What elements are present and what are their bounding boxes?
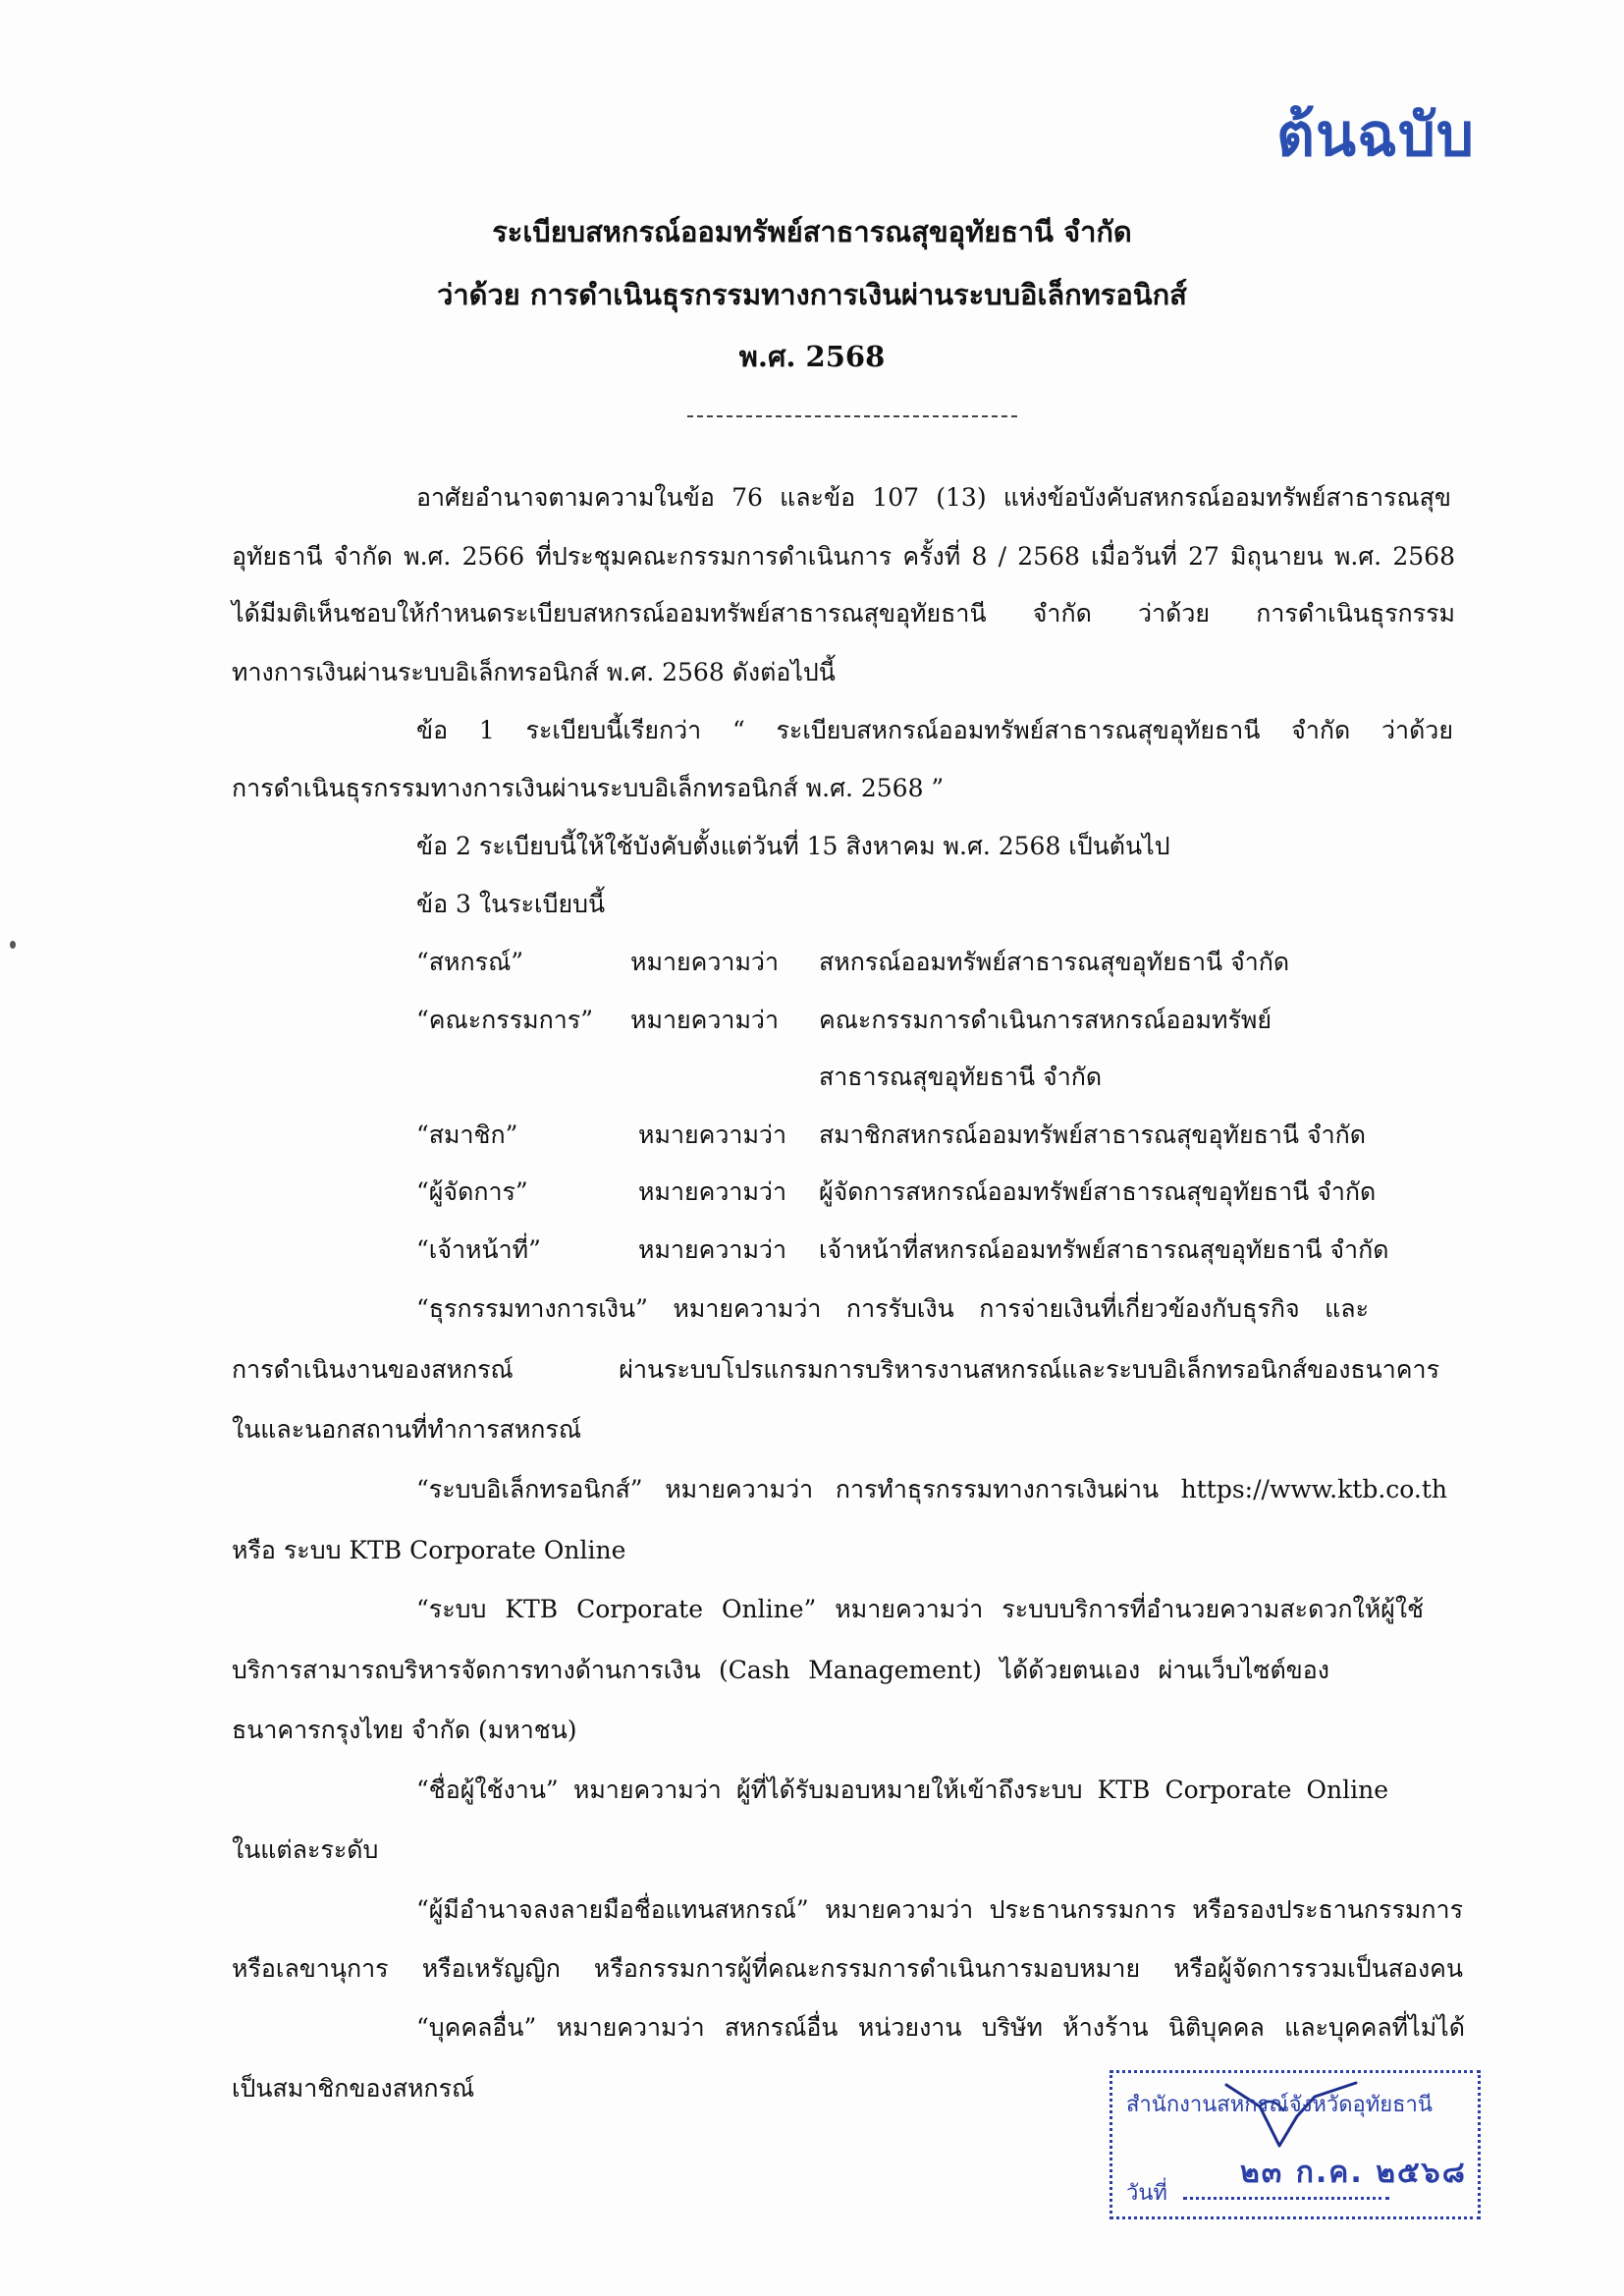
definition-means: หมายความว่า — [638, 1177, 787, 1206]
definition-other-persons-line: เป็นสมาชิกของสหกรณ์ — [232, 2074, 475, 2103]
stamp-date: ๒๓ ก.ค. ๒๕๖๘ — [1240, 2156, 1467, 2190]
definition-electronic-system-line: “ระบบอิเล็กทรอนิกส์” หมายความว่า การทำธุรกรรมทางการเงินผ่าน https://www.ktb.co.th — [416, 1475, 1447, 1503]
preamble-line: ได้มีมติเห็นชอบให้กำหนดระเบียบสหกรณ์ออมทรัพย์สาธารณสุขอุทัยธานี จำกัด ว่าด้วย การดำเนินธุรกรรม — [232, 599, 1455, 628]
stamp-date-label: วันที่ — [1126, 2181, 1167, 2206]
definition-meaning: สหกรณ์ออมทรัพย์สาธารณสุขอุทัยธานี จำกัด — [819, 948, 1290, 976]
definition-means: หมายความว่า — [638, 1235, 787, 1264]
clause-1-line: การดำเนินธุรกรรมทางการเงินผ่านระบบอิเล็กทรอนิกส์ พ.ศ. 2568 ” — [232, 774, 945, 802]
definition-means: หมายความว่า — [638, 1121, 787, 1149]
definition-term: “เจ้าหน้าที่” — [416, 1235, 541, 1264]
definition-authorized-signer-line: “ผู้มีอำนาจลงลายมือชื่อแทนสหกรณ์” หมายความว่า ประธานกรรมการ หรือรองประธานกรรมการ — [416, 1895, 1463, 1924]
office-received-stamp — [1110, 2070, 1481, 2219]
clause-2: ข้อ 2 ระเบียบนี้ให้ใช้บังคับตั้งแต่วันที่ 15 สิงหาคม พ.ศ. 2568 เป็นต้นไป — [416, 832, 1170, 860]
definition-financial-transaction-line: “ธุรกรรมทางการเงิน” หมายความว่า การรับเงิน การจ่ายเงินที่เกี่ยวข้องกับธุรกิจ และ — [416, 1294, 1369, 1323]
document-title-line1: ระเบียบสหกรณ์ออมทรัพย์สาธารณสุขอุทัยธานี จำกัด — [492, 215, 1132, 248]
definition-authorized-signer-line: หรือเลขานุการ หรือเหรัญญิก หรือกรรมการผู้ที่คณะกรรมการดำเนินการมอบหมาย หรือผู้จัดการรวมเป็นสองคน — [232, 1954, 1463, 1983]
document-title-year: พ.ศ. 2568 — [738, 340, 886, 373]
definition-financial-transaction-line: การดำเนินงานของสหกรณ์ ผ่านระบบโปรแกรมการบริหารงานสหกรณ์และระบบอิเล็กทรอนิกส์ของธนาคาร — [232, 1355, 1439, 1384]
definition-username-line: ในแต่ละระดับ — [232, 1835, 379, 1864]
definition-other-persons-line: “บุคคลอื่น” หมายความว่า สหกรณ์อื่น หน่วยงาน บริษัท ห้างร้าน นิติบุคคล และบุคคลที่ไม่ได้ — [416, 2013, 1465, 2042]
document-title-line2: ว่าด้วย การดำเนินธุรกรรมทางการเงินผ่านระบบอิเล็กทรอนิกส์ — [437, 278, 1187, 311]
preamble-line: อาศัยอำนาจตามความในข้อ 76 และข้อ 107 (13) แห่งข้อบังคับสหกรณ์ออมทรัพย์สาธารณสุข — [416, 483, 1451, 512]
definition-term: “คณะกรรมการ” — [416, 1006, 593, 1034]
definition-term: “สมาชิก” — [416, 1121, 518, 1149]
definition-ktb-system-line: บริการสามารถบริหารจัดการทางด้านการเงิน (Cash Management) ได้ด้วยตนเอง ผ่านเว็บไซต์ของ — [232, 1656, 1329, 1684]
stamp-office-name: สำนักงานสหกรณ์จังหวัดอุทัยธานี — [1126, 2093, 1433, 2117]
title-divider — [687, 415, 1017, 417]
scan-speck — [10, 941, 16, 949]
definition-ktb-system-line: ธนาคารกรุงไทย จำกัด (มหาชน) — [232, 1716, 577, 1744]
definition-means: หมายความว่า — [630, 948, 780, 976]
definition-meaning: สมาชิกสหกรณ์ออมทรัพย์สาธารณสุขอุทัยธานี จำกัด — [819, 1121, 1367, 1149]
definition-meaning: คณะกรรมการดำเนินการสหกรณ์ออมทรัพย์ — [819, 1006, 1272, 1034]
clause-3: ข้อ 3 ในระเบียบนี้ — [416, 890, 606, 918]
clause-1-line: ข้อ 1 ระเบียบนี้เรียกว่า “ ระเบียบสหกรณ์ออมทรัพย์สาธารณสุขอุทัยธานี จำกัด ว่าด้วย — [416, 716, 1453, 744]
definition-username-line: “ชื่อผู้ใช้งาน” หมายความว่า ผู้ที่ได้รับมอบหมายให้เข้าถึงระบบ KTB Corporate Online — [416, 1776, 1388, 1804]
preamble-line: ทางการเงินผ่านระบบอิเล็กทรอนิกส์ พ.ศ. 2568 ดังต่อไปนี้ — [232, 658, 836, 686]
preamble-line: อุทัยธานี จำกัด พ.ศ. 2566 ที่ประชุมคณะกรรมการดำเนินการ ครั้งที่ 8 / 2568 เมื่อวันที่ 27 มิถุนายน พ.ศ. 2568 — [232, 542, 1455, 571]
definition-meaning-continued: สาธารณสุขอุทัยธานี จำกัด — [819, 1063, 1103, 1091]
definition-means: หมายความว่า — [630, 1006, 780, 1034]
definition-financial-transaction-line: ในและนอกสถานที่ทำการสหกรณ์ — [232, 1415, 582, 1444]
definition-meaning: เจ้าหน้าที่สหกรณ์ออมทรัพย์สาธารณสุขอุทัยธานี จำกัด — [819, 1235, 1389, 1264]
original-copy-stamp: ต้นฉบับ — [1276, 101, 1476, 170]
definition-meaning: ผู้จัดการสหกรณ์ออมทรัพย์สาธารณสุขอุทัยธานี จำกัด — [819, 1177, 1377, 1206]
definition-term: “สหกรณ์” — [416, 948, 524, 976]
definition-term: “ผู้จัดการ” — [416, 1177, 528, 1206]
definition-electronic-system-line: หรือ ระบบ KTB Corporate Online — [232, 1536, 626, 1564]
definition-ktb-system-line: “ระบบ KTB Corporate Online” หมายความว่า ระบบบริการที่อำนวยความสะดวกให้ผู้ใช้ — [416, 1595, 1424, 1623]
